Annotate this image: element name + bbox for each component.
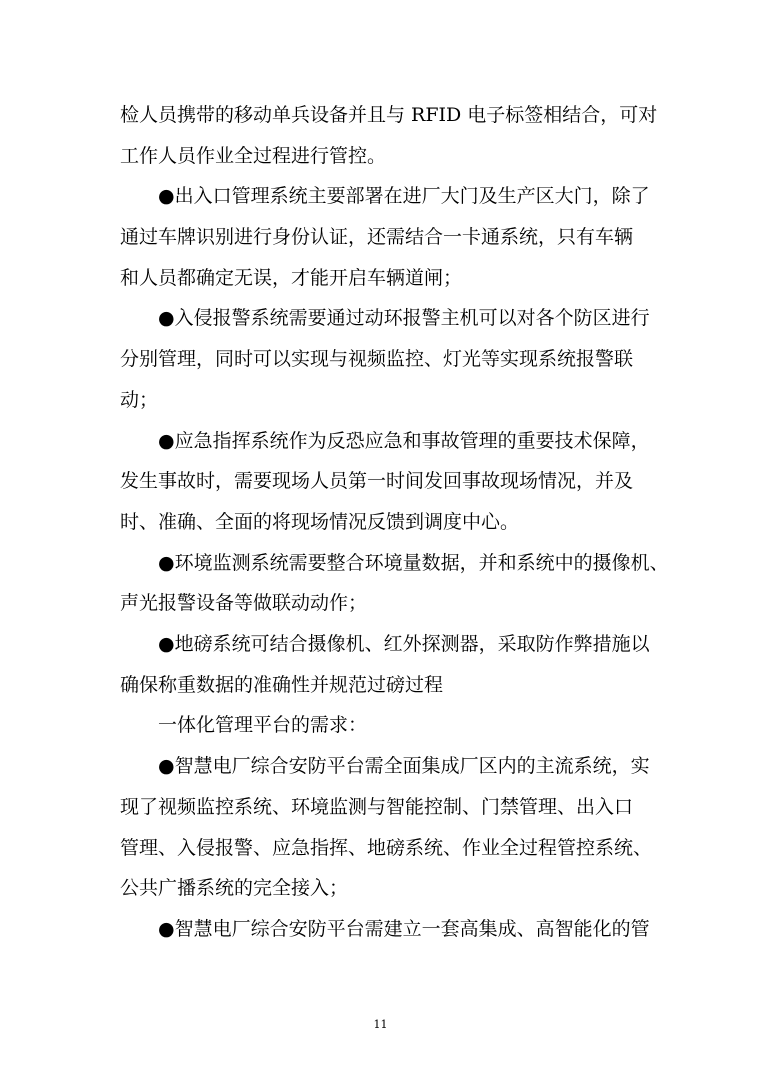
page-number: 11 [373,1018,388,1031]
text-line-20: 公共广播系统的完全接入； [120,877,349,899]
text-line-8: 动； [120,389,159,411]
text-line-4: 通过车牌识别进行身份认证，还需结合一卡通系统，只有车辆 [120,226,634,248]
bullet-emergency-command: ●应急指挥系统作为反恐应急和事故管理的重要技术保障， [158,430,650,452]
bullet-platform-intelligence: ●智慧电厂综合安防平台需建立一套高集成、高智能化的管 [158,918,650,940]
bullet-intrusion-alarm: ●入侵报警系统需要通过动环报警主机可以对各个防区进行 [158,307,650,329]
text-line-13: 声光报警设备等做联动动作； [120,592,368,614]
text-line-11: 时、准确、全面的将现场情况反馈到调度中心。 [120,511,520,533]
text-line-18: 现了视频监控系统、环境监测与智能控制、门禁管理、出入口 [120,796,634,818]
text-line-7: 分别管理，同时可以实现与视频监控、灯光等实现系统报警联 [120,348,634,370]
text-line-19: 管理、入侵报警、应急指挥、地磅系统、作业全过程管控系统、 [120,837,653,859]
bullet-weighbridge: ●地磅系统可结合摄像机、红外探测器，采取防作弊措施以 [158,633,650,655]
text-line-1: 检人员携带的移动单兵设备并且与 RFID 电子标签相结合，可对 [120,104,658,126]
text-line-15: 确保称重数据的准确性并规范过磅过程 [120,674,444,696]
text-line-2: 工作人员作业全过程进行管控。 [120,145,387,167]
text-line-5: 和人员都确定无误，才能开启车辆道闸； [120,267,463,289]
bullet-entrance-management: ●出入口管理系统主要部署在进厂大门及生产区大门，除了 [158,185,650,207]
bullet-platform-integration: ●智慧电厂综合安防平台需全面集成厂区内的主流系统，实 [158,755,650,777]
text-line-10: 发生事故时，需要现场人员第一时间发回事故现场情况，并及 [120,470,634,492]
bullet-environment-monitoring: ●环境监测系统需要整合环境量数据，并和系统中的摄像机、 [158,552,669,574]
section-heading-platform-requirements: 一体化管理平台的需求： [158,714,368,736]
